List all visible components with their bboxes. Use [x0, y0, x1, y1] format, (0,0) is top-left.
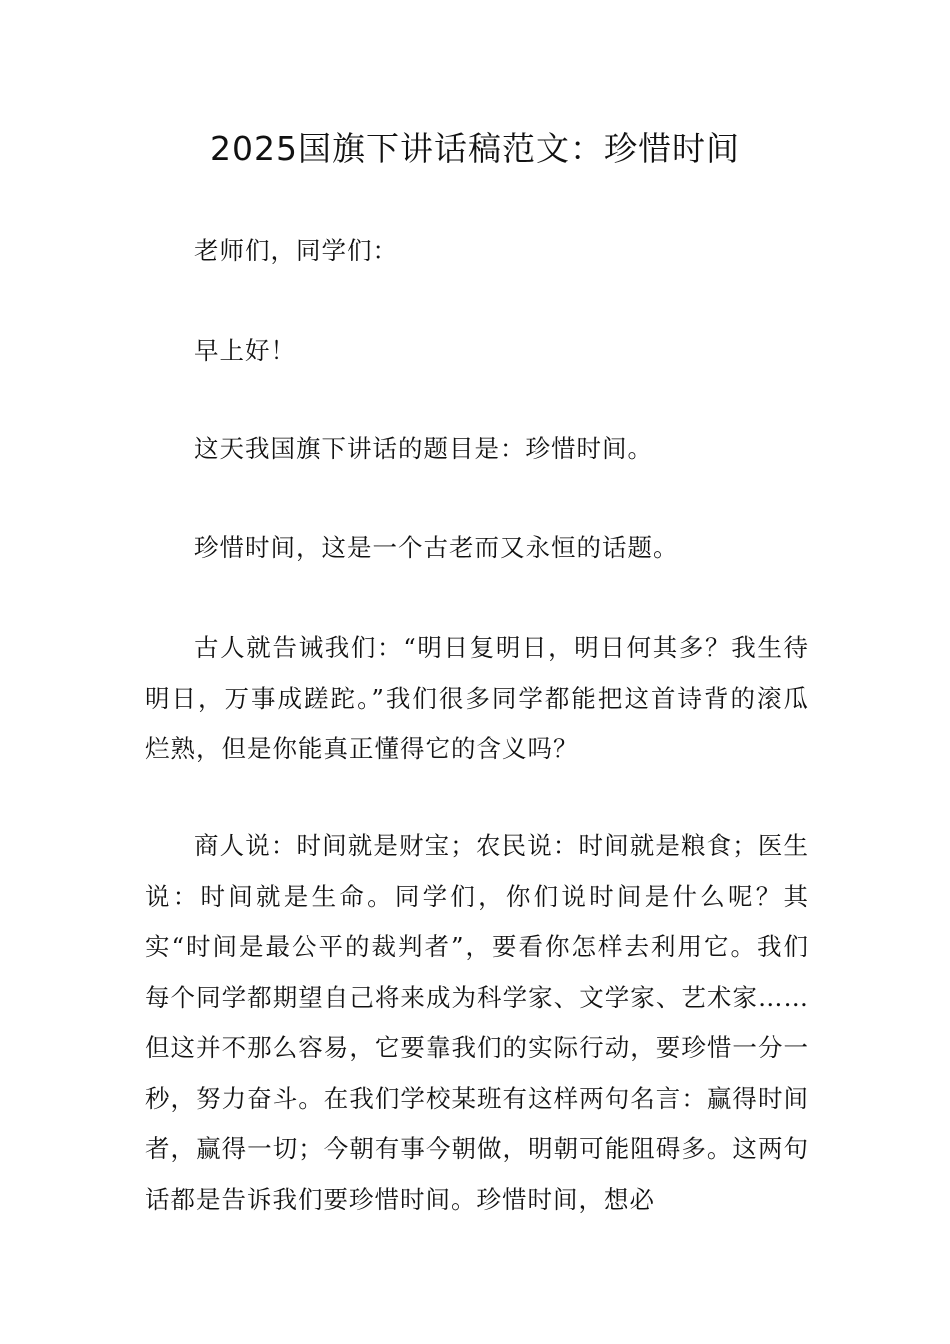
- document-title: 2025国旗下讲话稿范文：珍惜时间: [210, 129, 740, 168]
- paragraph-time-value: 商人说：时间就是财宝；农民说：时间就是粮食；医生说：时间就是生命。同学们，你们说时间是什么呢？其实“时间是最公平的裁判者”，要看你怎样去利用它。我们每个同学都期望自己将来成为科学家、文学家、艺术家……但这并不那么容易，它要靠我们的实际行动，要珍惜一分一秒，努力奋斗。在我们学校某班有这样两句名言：赢得时间者，赢得一切；今朝有事今朝做，明朝可能阻碍多。这两句话都是告诉我们要珍惜时间。珍惜时间，想必: [145, 831, 809, 1214]
- paragraph-salutation: 老师们，同学们：: [194, 236, 398, 265]
- paragraph-intro: 珍惜时间，这是一个古老而又永恒的话题。: [194, 533, 679, 562]
- paragraph-greeting: 早上好！: [194, 336, 296, 365]
- paragraph-topic: 这天我国旗下讲话的题目是：珍惜时间。: [194, 434, 653, 463]
- paragraph-ancient-poem: 古人就告诫我们：“明日复明日，明日何其多？我生待明日，万事成蹉跎。”我们很多同学都能把这首诗背的滚瓜烂熟，但是你能真正懂得它的含义吗？: [145, 633, 809, 763]
